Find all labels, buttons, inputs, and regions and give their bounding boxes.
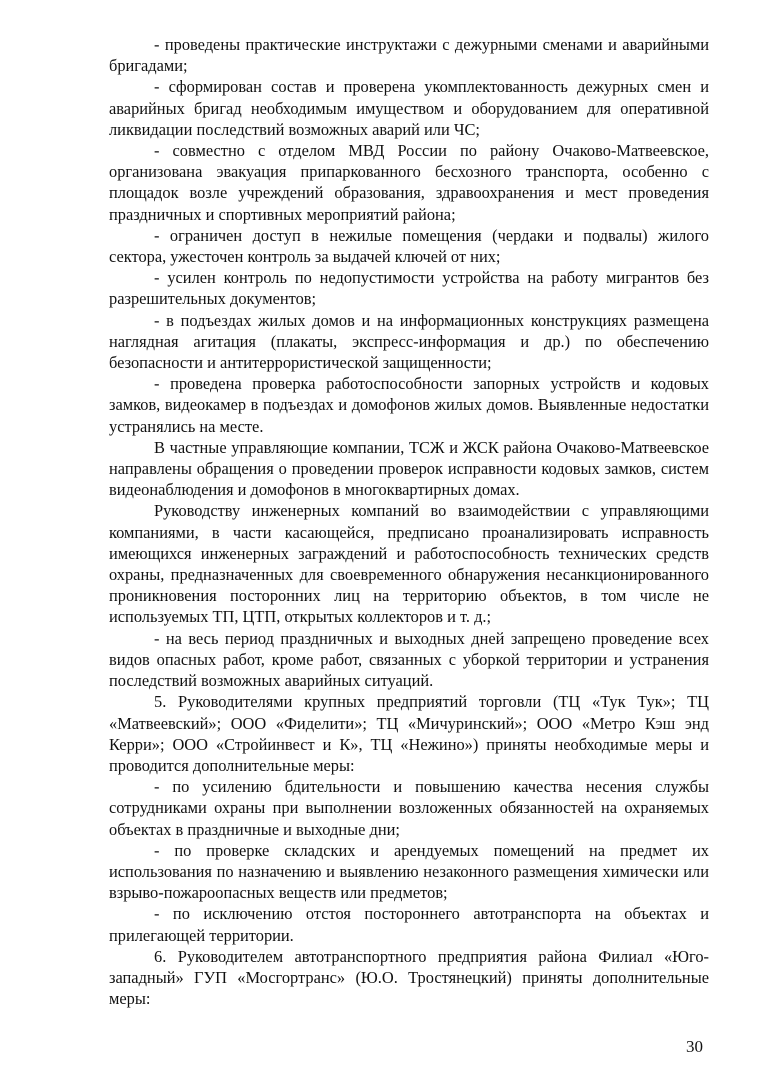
paragraph-3: - совместно с отделом МВД России по району Очаково-Матвеевское, организована эвакуация припаркованного бесхозного транспорта, особенно с площадок возле учреждений образования, здравоохранения и мест проведения праздничных и спортивных мероприятий района; <box>109 141 709 224</box>
paragraph-2: - сформирован состав и проверена укомплектованность дежурных смен и аварийных бригад необходимым имуществом и оборудованием для оперативной ликвидации последствий возможных аварий или ЧС; <box>109 77 709 139</box>
paragraph-4: - ограничен доступ в нежилые помещения (чердаки и подвалы) жилого сектора, ужесточен контроль за выдачей ключей от них; <box>109 225 709 267</box>
paragraph-8: В частные управляющие компании, ТСЖ и ЖСК района Очаково-Матвеевское направлены обращения о проведении проверок исправности кодовых замков, систем видеонаблюдения и домофонов в многоквартирных домах. <box>109 437 709 500</box>
page-number: 30 <box>686 1037 703 1056</box>
paragraph-14: - по исключению отстоя постороннего автотранспорта на объектах и прилегающей территории. <box>109 904 709 945</box>
paragraph-5: - усилен контроль по недопустимости устройства на работу мигрантов без разрешительных документов; <box>109 268 709 309</box>
paragraph-15: 6. Руководителем автотранспортного предприятия района Филиал «Юго-западный» ГУП «Мосгортранс» (Ю.О. Тростянецкий) приняты дополнительные меры: <box>109 946 709 1009</box>
paragraph-10: - на весь период праздничных и выходных дней запрещено проведение всех видов опасных работ, кроме работ, связанных с уборкой территории и устранения последствий возможных аварийных ситуаций. <box>109 628 709 691</box>
paragraph-9: Руководству инженерных компаний во взаимодействии с управляющими компаниями, в части касающейся, предписано проанализировать исправность имеющихся инженерных заграждений и работоспособность технических средств охраны, предназначенных для своевременного обнаружения несанкционированного проникновения посторонних лиц на территорию объектов, в том числе не используемых ТП, ЦТП, открытых коллекторов и т. д.; <box>109 501 709 627</box>
paragraph-13: - по проверке складских и арендуемых помещений на предмет их использования по назначению и выявлению незаконного размещения химически или взрыво-пожароопасных веществ или предметов; <box>109 840 709 903</box>
paragraph-12: - по усилению бдительности и повышению качества несения службы сотрудниками охраны при выполнении возложенных обязанностей на охраняемых объектах в праздничные и выходные дни; <box>109 777 709 839</box>
paragraph-1: - проведены практические инструктажи с дежурными сменами и аварийными бригадами; <box>109 35 709 76</box>
document-body <box>109 34 709 1009</box>
paragraph-7: - проведена проверка работоспособности запорных устройств и кодовых замков, видеокамер в подъездах и домофонов жилых домов. Выявленные недостатки устранялись на месте. <box>109 374 709 436</box>
paragraph-6: - в подъездах жилых домов и на информационных конструкциях размещена наглядная агитация (плакаты, экспресс-информация и др.) по обеспечению безопасности и антитеррористической защищенности; <box>109 310 709 373</box>
paragraph-11: 5. Руководителями крупных предприятий торговли (ТЦ «Тук Тук»; ТЦ «Матвеевский»; ООО «Фиделити»; ТЦ «Мичуринский»; ООО «Метро Кэш энд Керри»; ООО «Стройинвест и К», ТЦ «Нежино») приняты необходимые меры и проводится дополнительные меры: <box>109 692 709 775</box>
